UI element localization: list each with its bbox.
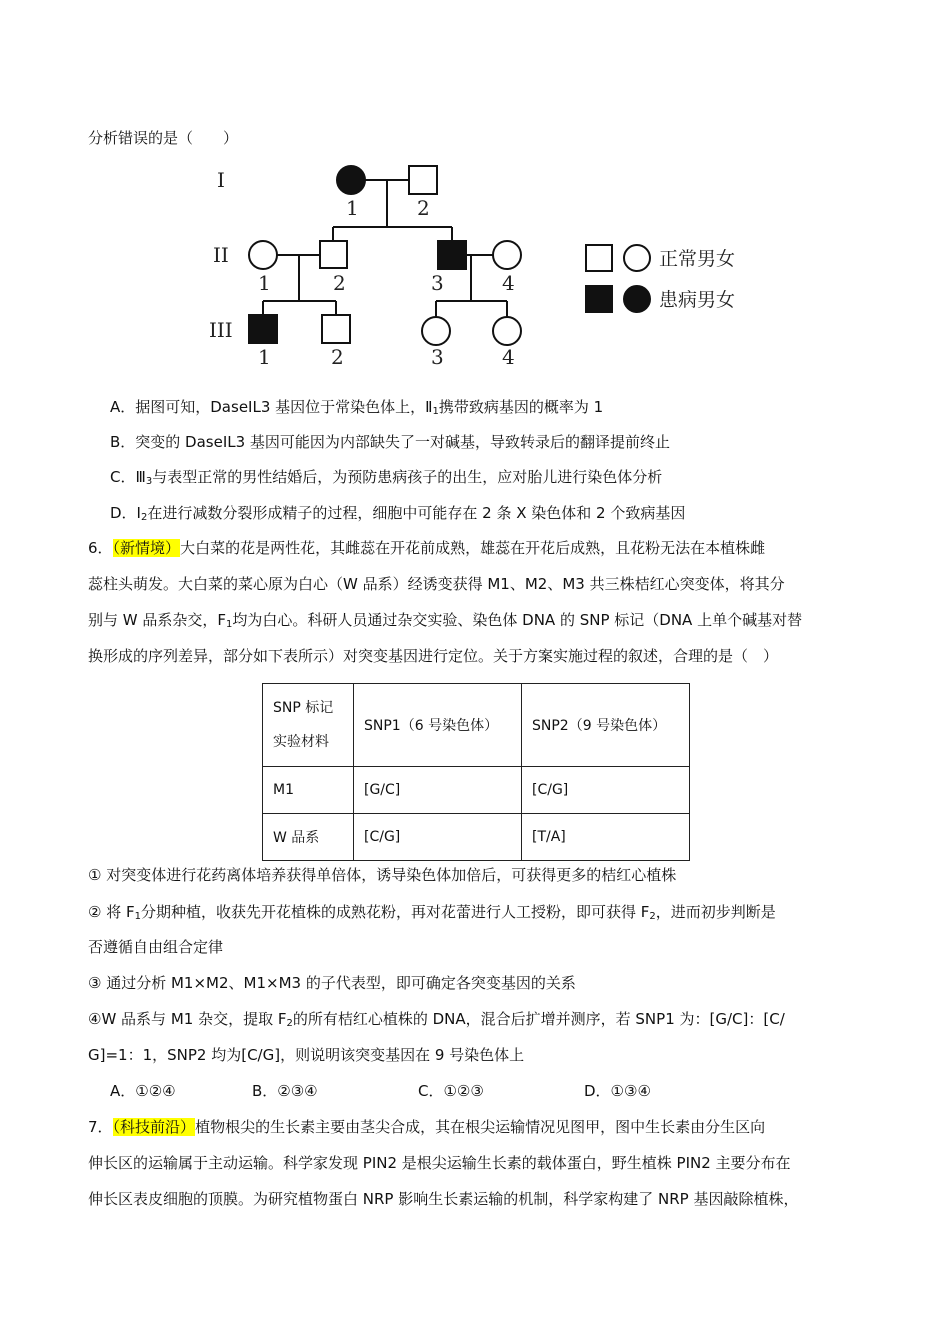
legend-female-affected <box>624 286 650 312</box>
svg-text:3: 3 <box>431 271 444 295</box>
q6-line2: 蕊柱头萌发。大白菜的菜心原为白心（W 品系）经诱变获得 M1、M2、M3 共三株桔红心突变体，将其分 <box>88 575 785 593</box>
q6-line1: 6．（新情境）大白菜的花是两性花，其雌蕊在开花前成熟，雄蕊在开花后成熟，且花粉无法在本植株雌 <box>88 539 766 557</box>
option-5c: C．$Ⅲ_3$与表型正常的男性结婚后，为预防患病孩子的出生，应对胎儿进行染色体分析 <box>110 468 663 487</box>
question-intro: 分析错误的是（ ） <box>88 129 239 147</box>
gen3-4-female <box>493 317 521 345</box>
svg-text:4: 4 <box>502 345 515 369</box>
choice-b: B．②③④ <box>252 1082 318 1100</box>
gen2-4-female <box>493 241 521 269</box>
q6-choices <box>110 1081 651 1101</box>
svg-text:1: 1 <box>258 345 271 369</box>
legend-female-normal <box>624 245 650 271</box>
q7-line3: 伸长区表皮细胞的顶膜。为研究植物蛋白 NRP 影响生长素运输的机制，科学家构建了 NRP 基因敲除植株， <box>88 1190 799 1208</box>
svg-text:2: 2 <box>417 196 430 220</box>
gen-label-3: III <box>209 318 233 342</box>
svg-text:3: 3 <box>431 345 444 369</box>
table-row: W 品系 [C/G] [T/A] <box>263 814 690 861</box>
choice-a: A．①②④ <box>110 1082 176 1100</box>
table-header-snp1: SNP1（6 号染色体） <box>354 684 522 767</box>
q6-tag: （新情境） <box>112 539 181 557</box>
gen-label-1: I <box>217 168 225 192</box>
gen3-1-male-affected <box>249 315 277 343</box>
legend-affected-label: 患病男女 <box>659 289 736 311</box>
legend-male-normal <box>586 245 612 271</box>
svg-text:2: 2 <box>331 345 344 369</box>
statement-4: ④W 品系与 M1 杂交，提取 $F_2$的所有桔红心植株的 DNA，混合后扩增并测序，若 SNP1 为：[G/C]：[C/ <box>88 1010 785 1029</box>
choice-d: D．①③④ <box>584 1082 651 1100</box>
snp-table <box>262 683 690 861</box>
svg-text:1: 1 <box>346 196 359 220</box>
q7-line2: 伸长区的运输属于主动运输。科学家发现 PIN2 是根尖运输生长素的载体蛋白，野生植株 PIN2 主要分布在 <box>88 1154 791 1172</box>
option-5d: D．$I_2$在进行减数分裂形成精子的过程，细胞中可能存在 2 条 X 染色体和 2 个致病基因 <box>110 504 686 523</box>
svg-text:2: 2 <box>333 271 346 295</box>
statement-1: ① 对突变体进行花药离体培养获得单倍体，诱导染色体加倍后，可获得更多的桔红心植株 <box>88 866 677 884</box>
gen1-female-affected <box>337 166 365 194</box>
option-5b: B．突变的 DaseIL3 基因可能因为内部缺失了一对碱基，导致转录后的翻译提前终止 <box>110 433 670 451</box>
statement-3: ③ 通过分析 M1×M2、M1×M3 的子代表型，即可确定各突变基因的关系 <box>88 974 576 992</box>
svg-text:4: 4 <box>502 271 515 295</box>
gen2-3-male-affected <box>438 241 466 269</box>
gen3-2-male <box>322 315 350 343</box>
statement-4-cont: G]=1：1，SNP2 均为[C/G]，则说明该突变基因在 9 号染色体上 <box>88 1046 525 1064</box>
q6-line3: 别与 W 品系杂交，$F_1$均为白心。科研人员通过杂交实验、染色体 DNA 的 SNP 标记（DNA 上单个碱基对替 <box>88 611 803 630</box>
gen2-2-male <box>320 241 347 268</box>
legend-male-affected <box>586 286 612 312</box>
gen3-3-female <box>422 317 450 345</box>
q7-line1: 7．（科技前沿）植物根尖的生长素主要由茎尖合成，其在根尖运输情况见图甲，图中生长素由分生区向 <box>88 1118 766 1136</box>
statement-2-cont: 否遵循自由组合定律 <box>88 938 224 956</box>
statement-2: ② 将 $F_1$分期种植，收获先开花植株的成熟花粉，再对花蕾进行人工授粉，即可获得 $F_2$，进而初步判断是 <box>88 903 776 922</box>
option-5a: A．据图可知，DaseIL3 基因位于常染色体上，$Ⅱ_1$携带致病基因的概率为 1 <box>110 398 604 417</box>
table-header-snp2: SNP2（9 号染色体） <box>522 684 690 767</box>
q6-line4: 换形成的序列差异，部分如下表所示）对突变基因进行定位。关于方案实施过程的叙述，合理的是（ ） <box>88 647 779 665</box>
q7-tag: （科技前沿） <box>112 1118 196 1136</box>
choice-c: C．①②③ <box>418 1082 484 1100</box>
gen-label-2: II <box>213 243 229 267</box>
pedigree-diagram <box>205 155 765 370</box>
gen1-male-normal <box>409 166 437 194</box>
legend-normal-label: 正常男女 <box>659 248 736 270</box>
gen2-1-female <box>249 241 277 269</box>
table-header-corner: SNP 标记 实验材料 <box>263 684 354 767</box>
svg-text:1: 1 <box>258 271 271 295</box>
table-row: M1 [G/C] [C/G] <box>263 767 690 814</box>
